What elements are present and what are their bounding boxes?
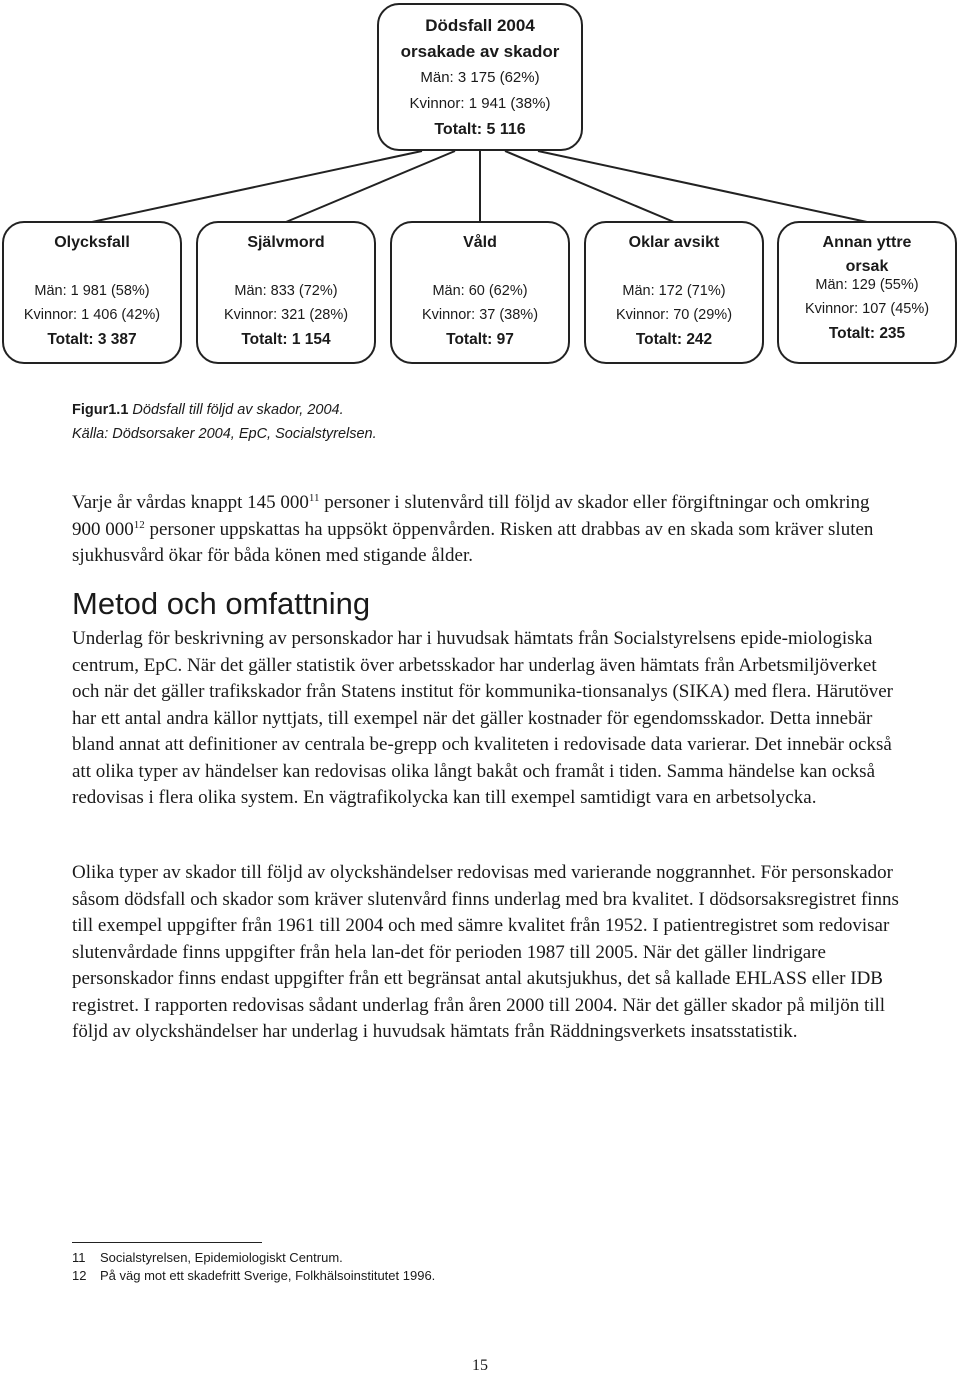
category-total: Totalt: 235 [828,325,906,342]
top-box-total: Totalt: 5 116 [434,121,526,138]
category-men: Män: 129 (55%) [815,277,919,293]
intro-text-2: personer i slutenvård till följd av skador eller förgiftningar och omkring 900 000 [72,492,870,540]
page-number: 15 [472,1357,488,1374]
category-men: Män: 172 (71%) [622,283,726,299]
category-box-oklar-avsikt [584,221,764,364]
category-box-annan-yttre-orsak [777,221,957,364]
method-paragraph: Underlag för beskrivning av personskador har i huvudsak hämtats från Socialstyrelsens epide-miologiska centrum, EpC. När det gäller statistik över arbetsskador har underlag även hämtats från Arbetsmiljöverket och när det gäller trafikskador från Statens institut för kommunika-tionsanalys (SIKA) med flera. Härutöver har ett antal andra källor nyttjats, till exempel när det gäller kostnader för egendomsskador. Detta innebär bland annat att definitioner av centrala be-grepp och kvaliteten i redovisade data varierar. Det innebär också att olika typer av händelser kan redovisas olika långt bakåt och framåt i tiden. Samma händelse kan också redovisas i flera olika system. En vägtrafikolycka kan till exempel samtidigt vara en arbetsolycka. [72,628,893,808]
footnote-number: 11 [72,1250,86,1265]
footnote-divider [72,1242,262,1243]
category-total: Totalt: 242 [635,331,713,348]
top-box-women: Kvinnor: 1 941 (38%) [409,95,551,112]
footnote [72,1268,435,1283]
section-heading: Metod och omfattning [72,586,371,621]
category-title2 [392,255,568,279]
figure-title: Dödsfall till följd av skador, 2004. [128,402,344,418]
category-women: Kvinnor: 37 (38%) [421,307,539,323]
intro-text-1: Varje år vårdas knappt 145 000 [72,492,309,513]
top-box-title-line2: orsakade av skador [400,42,560,61]
injury-types-paragraph: Olika typer av skador till följd av olyckshändelser redovisas med varierande noggrannhet. För personskador såsom dödsfall och skador som kräver slutenvård finns underlag med bra kvalitet. I dödsorsaksregistret finns till exempel uppgifter från 1961 till 2004 och med sämre kvalitet från 1952. I patientregistret som redovisar slutenvårdade finns uppgifter från hela lan-det för perioden 1987 till 2005. När det gäller lindrigare personskador finns endast uppgifter från ett begränsat antal akutsjukhus, det så kallade EHLASS eller IDB registret. I rapporten redovisas sådant underlag från åren 2000 till 2004. När det gäller skador på miljön till följd av olyckshändelser har underlag i huvudsak hämtats från Räddningsverkets insatsstatistik. [72,862,899,1042]
category-title: Våld [463,234,497,251]
category-title: Olycksfall [54,234,130,251]
category-men: Män: 60 (62%) [432,283,528,299]
intro-paragraph [72,490,902,570]
category-title2 [198,255,374,279]
category-title2 [4,255,180,279]
category-women: Kvinnor: 321 (28%) [223,307,349,323]
footnote-text: Socialstyrelsen, Epidemiologiskt Centrum. [100,1250,343,1265]
category-total: Totalt: 97 [446,331,514,348]
top-box-title-line1: Dödsfall 2004 [425,16,535,35]
category-men: Män: 833 (72%) [234,283,338,299]
category-total: Totalt: 1 154 [241,331,331,348]
footnote-ref-11[interactable]: 11 [308,492,320,504]
intro-text-3: personer uppskattas ha uppsökt öppenvården. Risken att drabbas av en skada som kräver sluten sjukhusvård ökar för båda könen med stigande ålder. [72,518,874,566]
footnote-number: 12 [72,1268,87,1283]
figure-caption [72,402,344,418]
footnote-text: På väg mot ett skadefritt Sverige, Folkhälsoinstitutet 1996. [100,1268,436,1283]
category-men: Män: 1 981 (58%) [34,283,150,299]
category-box-sjalvmord [196,221,376,364]
total-deaths-box [377,3,583,151]
category-title2 [586,255,762,279]
category-title: Annan yttre [822,234,912,251]
figure-label: Figur1.1 [72,402,129,418]
category-total: Totalt: 3 387 [47,331,137,348]
category-women: Kvinnor: 70 (29%) [615,307,733,323]
footnote-ref-12[interactable]: 12 [133,518,145,531]
figure-source: Källa: Dödsorsaker 2004, EpC, Socialstyrelsen. [72,426,377,442]
category-title: Oklar avsikt [628,234,720,251]
category-box-olycksfall [2,221,182,364]
category-women: Kvinnor: 107 (45%) [804,301,930,317]
footnote [72,1250,343,1265]
category-women: Kvinnor: 1 406 (42%) [23,307,161,323]
category-box-vald [390,221,570,364]
category-title: Självmord [247,234,325,251]
deaths-diagram [0,0,960,370]
top-box-men: Män: 3 175 (62%) [420,69,540,86]
category-title2: orsak [845,258,889,275]
